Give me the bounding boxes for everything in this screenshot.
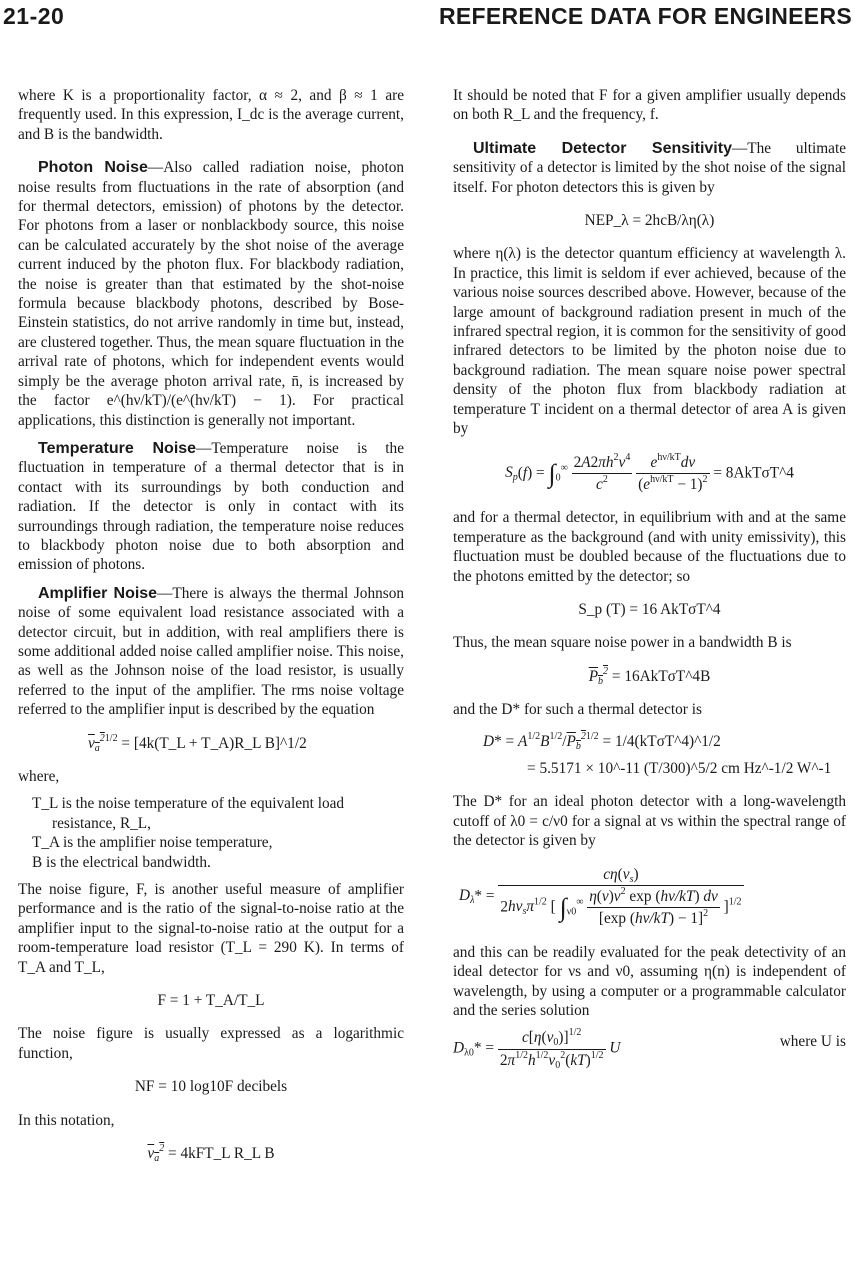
page-header	[0, 3, 855, 39]
equation-spf: $S_p(f) = \int_0^\infty$ $\frac{2A2\pi h^2v^4}{c^2}$ $\frac{e^{h\nu/kT}d\nu}{(e^{h\nu/kT} - 1)^2}$ = 8AkTσT^4	[505, 451, 794, 493]
equation-nf: NF = 10 log10F decibels	[134, 1078, 288, 1096]
equation-dstar: $D* = A^{1/2}B^{1/2}/P_b^{21/2}$ = 1/4(kTσT^4)^1/2 = 5.5171 × 10^-11 (T/300)^5/2 cm Hz^-1/2 W^-1	[483, 730, 832, 777]
photon-noise-heading: Photon Noise	[38, 159, 148, 177]
bandwidth-paragraph: Thus, the mean square noise power in a bandwidth B is	[453, 634, 792, 652]
equilibrium-paragraph: and for a thermal detector, in equilibrium with and at the same temperature as the background (and with unity emissivity), this fluctuation must be doubled because of the fluctuations due to the photons emitted by the detector; so	[453, 509, 846, 585]
equation-f: F = 1 + T_A/T_L	[157, 992, 265, 1010]
temperature-noise-paragraph: Temperature Noise—Temperature noise is the fluctuation in temperature of a thermal detector that is in contact with its surroundings by both conduction and radiation. If the detector is only in contact with its surroundings through radiation, the temperature noise reduces to blackbody photon noise due to both absorption and emission of photons.	[18, 439, 404, 574]
noted-paragraph: It should be noted that F for a given amplifier usually depends on both R_L and the frequency, f.	[453, 87, 846, 124]
equation-dlambda: $D_\lambda*$ = $c\eta(\nu_s)$ $2h\nu_s\pi^{1/2}$ [ $\int_{\nu 0}^\infty$ $\frac{\eta(\nu)\nu^2 \exp (h\nu/kT) d\nu}{[\exp (h\nu/kT) - 1]^2}$ ]$^{1/2}$	[459, 865, 742, 928]
page-number: 21-20	[3, 3, 65, 29]
dstar-intro-paragraph: and the D* for such a thermal detector is	[453, 701, 702, 719]
left-column	[18, 86, 404, 1178]
peak-detectivity-paragraph: and this can be readily evaluated for the peak detectivity of an ideal detector for νs and ν0, assuming η(n) is independent of wavelength, by using a computer or a programmable calculator and the series solution	[453, 943, 846, 1020]
ideal-detector-paragraph: The D* for an ideal photon detector with a long-wavelength cutoff of λ0 = c/ν0 for a signal at νs within the spectral range of the detector is given by	[453, 793, 846, 850]
equation-pb: $P_b^2$ = 16AkTσT^4B	[588, 665, 711, 687]
amplifier-noise-paragraph: Amplifier Noise—There is always the thermal Johnson noise of some equivalent load resistance associated with a detector circuit, but in addition, with real amplifiers there is some additional added noise called amplifier noise. This noise, as well as the Johnson noise of the load resistor, is usually referred to the input of the amplifier. The rms noise voltage referred to the amplifier input is described by the equation	[18, 584, 404, 719]
equation-nep: NEP_λ = 2hcB/λη(λ)	[584, 212, 715, 230]
logarithmic-paragraph: The noise figure is usually expressed as a logarithmic function,	[18, 1025, 404, 1062]
equation-va-squared: $v_a^2$ = 4kFT_L R_L B	[147, 1143, 275, 1165]
ultimate-sensitivity-paragraph: Ultimate Detector Sensitivity—The ultimate sensitivity of a detector is limited by the shot noise of the signal itself. For photon detectors this is given by	[453, 139, 847, 196]
definitions-list	[32, 794, 404, 872]
definition-tl: T_L is the noise temperature of the equivalent load resistance, R_L,	[32, 795, 345, 832]
definition-b: B is the electrical bandwidth.	[32, 853, 211, 871]
right-column	[453, 86, 846, 1070]
quantum-efficiency-paragraph: where η(λ) is the detector quantum efficiency at wavelength λ. In practice, this limit is seldom if ever achieved, because of the various noise sources described above. However, because of the large amount of background radiation present in much of the infrared spectral region, it is common for the sensitivity of good infrared detectors to be limited by the photon noise due to background radiation. The mean square noise power spectral density of the photon flux from blackbody radiation at temperature T incident on a thermal detector of area A is given by	[453, 245, 846, 438]
equation-dlambda0: $D_{\lambda 0}*$ = $\frac{c[\eta(\nu_0)]^{1/2}}{2\pi^{1/2}h^{1/2}\nu_0^2(kT)^{1/2}}$ U where U is	[453, 1027, 846, 1071]
amplifier-noise-heading: Amplifier Noise	[38, 584, 158, 602]
equation-spt: S_p (T) = 16 AkTσT^4	[578, 600, 721, 618]
definition-ta: T_A is the amplifier noise temperature,	[32, 834, 273, 852]
notation-label: In this notation,	[18, 1111, 115, 1129]
temperature-noise-heading: Temperature Noise	[38, 439, 197, 457]
equation-va: $v_a^{21/2}$ = [4k(T_L + T_A)R_L B]^1/2	[88, 732, 307, 754]
intro-paragraph: where K is a proportionality factor, α ≈ 2, and β ≈ 1 are frequently used. In this expression, I_dc is the average current, and B is the bandwidth.	[18, 87, 404, 143]
where-label: where,	[18, 768, 60, 785]
running-title: REFERENCE DATA FOR ENGINEERS	[438, 3, 852, 29]
where-u-label: where U is	[779, 1033, 846, 1051]
noise-figure-paragraph: The noise figure, F, is another useful measure of amplifier performance and is the ratio of the signal-to-noise ratio at the amplifier input to the signal-to-noise ratio at the output for a room-temperature load resistor (T_L = 290 K). In terms of T_A and T_L,	[18, 881, 404, 976]
photon-noise-paragraph: Photon Noise—Also called radiation noise, photon noise results from fluctuations in the rate of absorption (and for thermal detectors, emission) of photons by the detector. For photons from a laser or nonblackbody source, this noise can be calculated accurately by the shot noise of the average current induced by the photon flux. For blackbody radiation, the noise is greater than that estimated by the shot-noise formula because blackbody photons, described by Bose-Einstein statistics, do not arrive randomly in time but, instead, are clustered together. Thus, the mean square fluctuation in the arrival rate of photons, which for independent events would simply be the average photon arrival rate, n̄, is increased by the factor e^(hν/kT)/(e^(hν/kT) − 1). For practical applications, this distinction is generally not important.	[18, 159, 404, 429]
ultimate-sensitivity-heading: Ultimate Detector Sensitivity	[473, 139, 732, 157]
